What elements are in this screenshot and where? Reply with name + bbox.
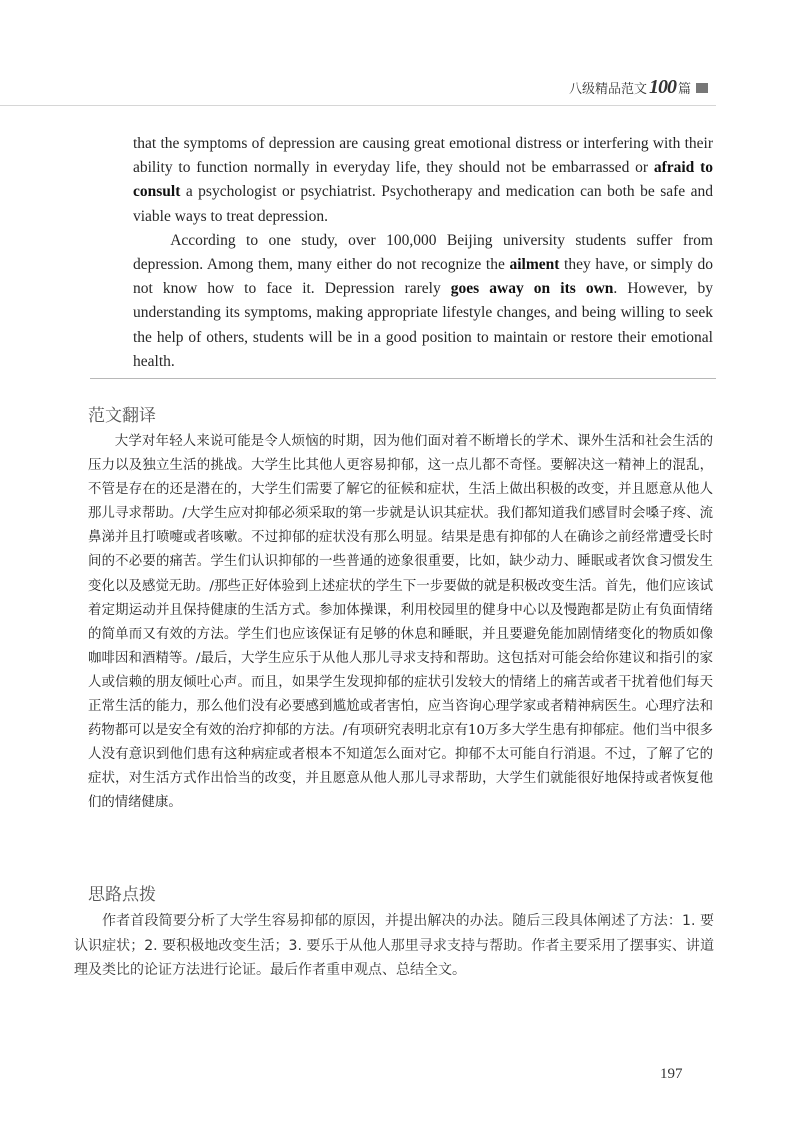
page-number: 197 — [660, 1066, 683, 1082]
header-number: 100 — [648, 76, 676, 98]
analysis-text: 作者首段简要分析了大学生容易抑郁的原因，并提出解决的办法。随后三段具体阐述了方法：1. 要认识症状；2. 要积极地改变生活；3. 要乐于从他人那里寻求支持与帮助。作者主要采用了摆事实、讲道理及类比的论证方法进行论证。最后作者重申观点、总结全文。 — [74, 913, 714, 979]
bold-word-ailment: ailment — [509, 256, 560, 274]
english-passage — [133, 132, 713, 374]
running-header — [569, 76, 708, 99]
header-divider — [0, 105, 716, 106]
header-block-icon — [696, 83, 708, 93]
english-paragraph-2 — [133, 229, 713, 374]
translation-text: 大学对年轻人来说可能是令人烦恼的时期，因为他们面对着不断增长的学术、课外生活和社会生活的压力以及独立生活的挑战。大学生比其他人更容易抑郁，这一点儿都不奇怪。要解决这一精神上的混乱，不管是存在的还是潜在的，大学生们需要了解它的征候和症状，生活上做出积极的改变，并且愿意从他人那儿寻求帮助。/大学生应对抑郁必须采取的第一步就是认识其症状。我们都知道我们感冒时会嗓子疼、流鼻涕并且打喷嚏或者咳嗽。不过抑郁的症状没有那么明显。结果是患有抑郁的人在确诊之前经常遭受长时间的不必要的痛苦。学生们认识抑郁的一些普通的迹象很重要，比如，缺少动力、睡眠或者饮食习惯发生变化以及感觉无助。/那些正好体验到上述症状的学生下一步要做的就是积极改变生活。首先，他们应该试着定期运动并且保持健康的生活方式。参加体操课，利用校园里的健身中心以及慢跑都是防止有负面情绪的简单而又有效的方法。学生们也应该保证有足够的休息和睡眠，并且要避免能加剧情绪变化的物质如像咖啡因和酒精等。/最后，大学生应乐于从他人那儿寻求支持和帮助。这包括对可能会给你建议和指引的家人或信赖的朋友倾吐心声。而且，如果学生发现抑郁的症状引发较大的情绪上的痛苦或者干扰着他们每天正常生活的能力，那么他们没有必要感到尴尬或者害怕，应当咨询心理学家或者精神病医生。心理疗法和药物都可以是安全有效的治疗抑郁的方法。/有项研究表明北京有10万多大学生患有抑郁症。他们当中很多人没有意识到他们患有这种病症或者根本不知道怎么面对它。抑郁不太可能自行消退。不过，了解了它的症状，对生活方式作出恰当的改变，并且愿意从他人那儿寻求帮助，大学生们就能很好地保持或者恢复他们的情绪健康。 — [88, 434, 713, 811]
english-text: According to one study, over 100,000 Beijing university students suffer from depression. Among them, many either do not recognize the — [133, 231, 713, 274]
bold-phrase-goes-away: goes away on its own — [450, 280, 614, 298]
header-title: 八级精品范文 — [568, 82, 647, 97]
bold-phrase-afraid-to-consult: afraid to consult — [133, 159, 713, 201]
english-text: that the symptoms of depression are causing great emotional distress or interfering with their ability to function normally in everyday life, they should not be embarrassed or — [133, 135, 713, 177]
analysis-title: 思路点拨 — [88, 885, 156, 905]
english-text: . However, by understanding its symptoms, making appropriate lifestyle changes, and being willing to seek the help of others, students will be in a good position to maintain or restore their emotional health. — [133, 280, 713, 370]
english-text: a psychologist or psychiatrist. Psychotherapy and medication can both be safe and viable ways to treat depression. — [133, 183, 713, 225]
header-suffix: 篇 — [677, 82, 691, 97]
english-text: they have, or simply do not know how to face it. Depression rarely — [133, 256, 713, 298]
english-paragraph-1 — [133, 132, 713, 229]
translation-title: 范文翻译 — [88, 406, 156, 426]
section-divider — [90, 378, 716, 379]
